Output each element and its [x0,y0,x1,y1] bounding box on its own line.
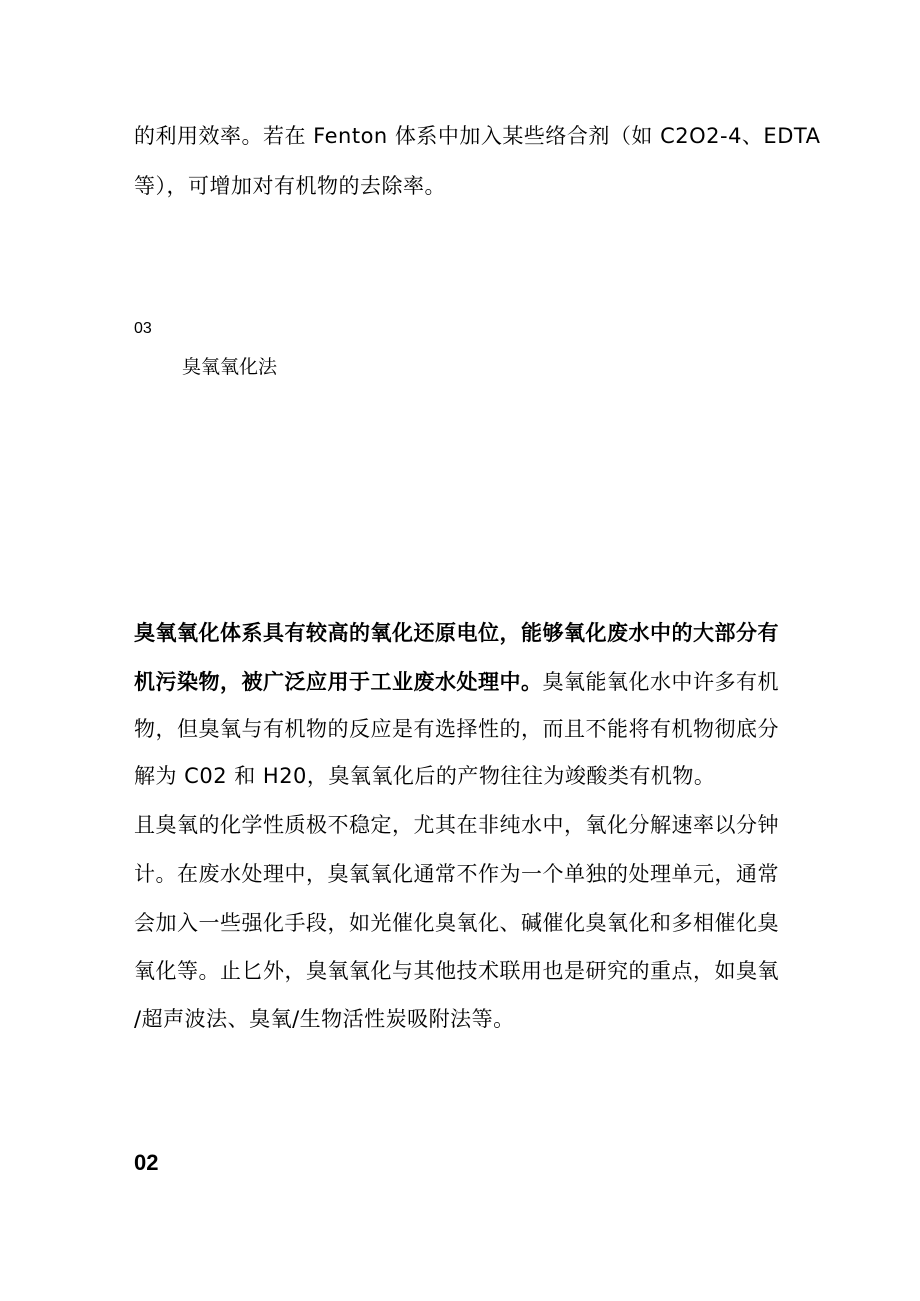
paragraph-2-line-1: 且臭氧的化学性质极不稳定，尤其在非纯水中，氧化分解速率以分钟 [134,813,779,837]
section-title: 臭氧氧化法 [182,356,278,378]
paragraph-2-line-2: 计。在废水处理中，臭氧氧化通常不作为一个单独的处理单元，通常 [134,862,779,886]
paragraph-1-line-1: 臭氧氧化体系具有较高的氧化还原电位，能够氧化废水中的大部分有 [134,621,779,645]
paragraph-1-line-2-bold: 机污染物，被广泛应用于工业废水处理中。 [134,670,543,694]
section-number: 03 [134,320,152,337]
paragraph-2-line-4: 氧化等。止匕外，臭氧氧化与其他技术联用也是研究的重点，如臭氧 [134,959,779,983]
intro-line-2: 等），可增加对有机物的去除率。 [134,174,446,198]
paragraph-1-line-2-rest: 臭氧能氧化水中许多有机 [542,670,779,694]
intro-line-1: 的利用效率。若在 Fenton 体系中加入某些络合剂（如 C2O2-4、EDTA [134,124,821,148]
paragraph-1-line-3: 物，但臭氧与有机物的反应是有选择性的，而且不能将有机物彻底分 [134,717,779,741]
paragraph-2-line-5: /超声波法、臭氧/生物活性炭吸附法等。 [134,1007,515,1031]
next-section-number: 02 [134,1150,159,1175]
paragraph-2-line-3: 会加入一些强化手段，如光催化臭氧化、碱催化臭氧化和多相催化臭 [134,911,779,935]
paragraph-1-line-4: 解为 C02 和 H20，臭氧氧化后的产物往往为竣酸类有机物。 [134,764,716,788]
paragraph-1-line-2 [134,666,779,696]
